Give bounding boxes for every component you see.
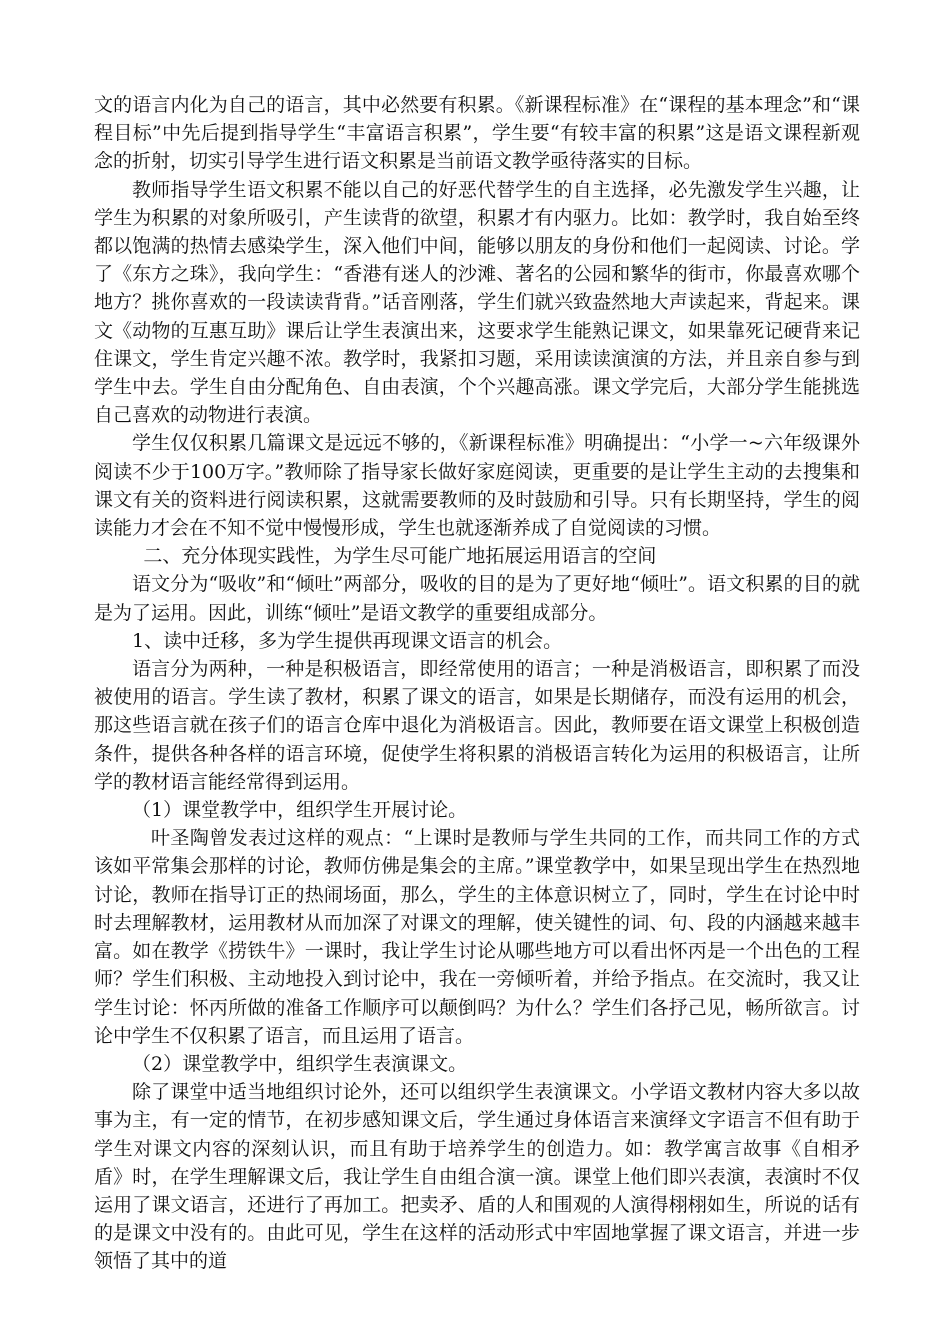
subheading-1-2: （2）课堂教学中，组织学生表演课文。 <box>132 1052 468 1075</box>
paragraph-discussion: 叶圣陶曾发表过这样的观点：“上课时是教师与学生共同的工作，而共同工作的方式该如平常集会那样的讨论，教师仿佛是集会的主席。”课堂教学中，如果呈现出学生在热烈地讨论，教师在指导订正的热闹场面，那么，学生的主体意识树立了，同时，学生在讨论中时时去理解教材，运用教材从而加深了对课文的理解，使关键性的词、句、段的内涵越来越丰富。如在教学《捞铁牛》一课时，我让学生讨论从哪些地方可以看出怀丙是一个出色的工程师？学生们积极、主动地投入到讨论中，我在一旁倾听着，并给予指点。在交流时，我又让学生讨论：怀丙所做的准备工作顺序可以颠倒吗？为什么？学生们各抒己见，畅所欲言。讨论中学生不仅积累了语言，而且运用了语言。 <box>94 827 860 1047</box>
paragraph-performance: 除了课堂中适当地组织讨论外，还可以组织学生表演课文。小学语文教材内容大多以故事为主，有一定的情节，在初步感知课文后，学生通过身体语言来演绎文字语言不但有助于学生对课文内容的深刻认识，而且有助于培养学生的创造力。如：教学寓言故事《自相矛盾》时，在学生理解课文后，我让学生自由组合演一演。课堂上他们即兴表演，表演时不仅运用了课文语言，还进行了再加工。把卖矛、盾的人和围观的人演得栩栩如生，所说的话有的是课文中没有的。由此可见，学生在这样的活动形式中牢固地掌握了课文语言，并进一步领悟了其中的道 <box>94 1081 860 1273</box>
section-heading-2: 二、充分体现实践性，为学生尽可能广地拓展运用语言的空间 <box>143 545 657 568</box>
paragraph-absorb-express: 语文分为“吸收”和“倾吐”两部分，吸收的目的是为了更好地“倾吐”。语文积累的目的就是为了运用。因此，训练“倾吐”是语文教学的重要组成部分。 <box>94 573 860 624</box>
subheading-1-1: （1）课堂教学中，组织学生开展讨论。 <box>132 799 468 822</box>
paragraph-interest: 教师指导学生语文积累不能以自己的好恶代替学生的自主选择，必先激发学生兴趣，让学生为积累的对象所吸引，产生读背的欲望，积累才有内驱力。比如：教学时，我自始至终都以饱满的热情去感染学生，深入他们中间，能够以朋友的身份和他们一起阅读、讨论。学了《东方之珠》，我向学生：“香港有迷人的沙滩、著名的公园和繁华的街市，你最喜欢哪个地方？挑你喜欢的一段读读背背。”话音刚落，学生们就兴致盎然地大声读起来，背起来。课文《动物的互惠互助》课后让学生表演出来，这要求学生能熟记课文，如果靠死记硬背来记住课文，学生肯定兴趣不浓。教学时，我紧扣习题，采用读读演演的方法，并且亲自参与到学生中去。学生自由分配角色、自由表演，个个兴趣高涨。课文学完后，大部分学生能挑选自己喜欢的动物进行表演。 <box>94 178 860 427</box>
subheading-1: 1、读中迁移，多为学生提供再现课文语言的机会。 <box>132 629 563 652</box>
paragraph-active-passive-language: 语言分为两种，一种是积极语言，即经常使用的语言；一种是消极语言，即积累了而没被使用的语言。学生读了教材，积累了课文的语言，如果是长期储存，而没有运用的机会，那这些语言就在孩子们的语言仓库中退化为消极语言。因此，教师要在语文课堂上积极创造条件，提供各种各样的语言环境，促使学生将积累的消极语言转化为运用的积极语言，让所学的教材语言能经常得到运用。 <box>94 658 860 793</box>
document-body <box>94 91 860 1276</box>
paragraph-intro-continued: 文的语言内化为自己的语言，其中必然要有积累。《新课程标准》在“课程的基本理念”和“课程目标”中先后提到指导学生“丰富语言积累”，学生要“有较丰富的积累”这是语文课程新观念的折射，切实引导学生进行语文积累是当前语文教学亟待落实的目标。 <box>94 94 860 173</box>
paragraph-extracurricular-reading: 学生仅仅积累几篇课文是远远不够的，《新课程标准》明确提出：“小学一~六年级课外阅读不少于100万字。”教师除了指导家长做好家庭阅读，更重要的是让学生主动的去搜集和课文有关的资料进行阅读积累，这就需要教师的及时鼓励和引导。只有长期坚持，学生的阅读能力才会在不知不觉中慢慢形成，学生也就逐渐养成了自觉阅读的习惯。 <box>94 432 860 540</box>
